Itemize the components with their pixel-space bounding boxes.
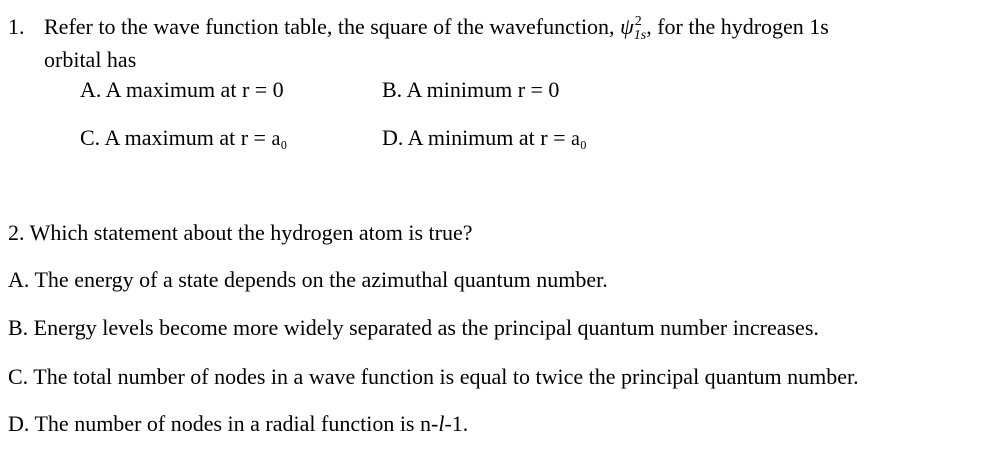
question-1-option-d-text: D. A minimum at r = xyxy=(382,125,572,150)
question-1-stem-line-1 xyxy=(44,14,829,43)
question-2-option-d-text-2: -1. xyxy=(444,411,469,436)
question-2-option-d-l: l xyxy=(438,411,445,436)
question-1-option-c-value: a₀ xyxy=(271,128,288,150)
question-2-option-c: C. The total number of nodes in a wave function is equal to twice the principal quantum number. xyxy=(8,364,859,389)
question-1-stem-text-2: , for the hydrogen 1s xyxy=(646,14,829,39)
psi-subscript: 1s xyxy=(633,28,647,43)
question-2-option-b: B. Energy levels become more widely separated as the principal quantum number increases. xyxy=(8,315,819,340)
psi-symbol: ψ xyxy=(620,14,634,39)
question-1-option-a: A. A maximum at r = 0 xyxy=(80,77,284,102)
question-2-stem: 2. Which statement about the hydrogen atom is true? xyxy=(8,220,473,245)
question-1-number: 1. xyxy=(8,14,25,39)
question-1-option-b: B. A minimum r = 0 xyxy=(382,77,560,102)
question-2-option-d-text-1: D. The number of nodes in a radial function is n- xyxy=(8,411,439,436)
question-2-option-a: A. The energy of a state depends on the azimuthal quantum number. xyxy=(8,267,608,292)
question-2-option-d xyxy=(8,413,468,435)
question-1-option-c xyxy=(80,127,287,149)
psi-superscript: 2 xyxy=(634,14,642,29)
question-1-stem-text-1: Refer to the wave function table, the square of the wavefunction, xyxy=(44,14,621,39)
question-1-option-c-text: C. A maximum at r = xyxy=(80,125,272,150)
question-1-option-d-value: a₀ xyxy=(571,128,587,150)
question-1-option-d xyxy=(382,127,587,149)
question-1-stem-line-2: orbital has xyxy=(44,47,137,72)
